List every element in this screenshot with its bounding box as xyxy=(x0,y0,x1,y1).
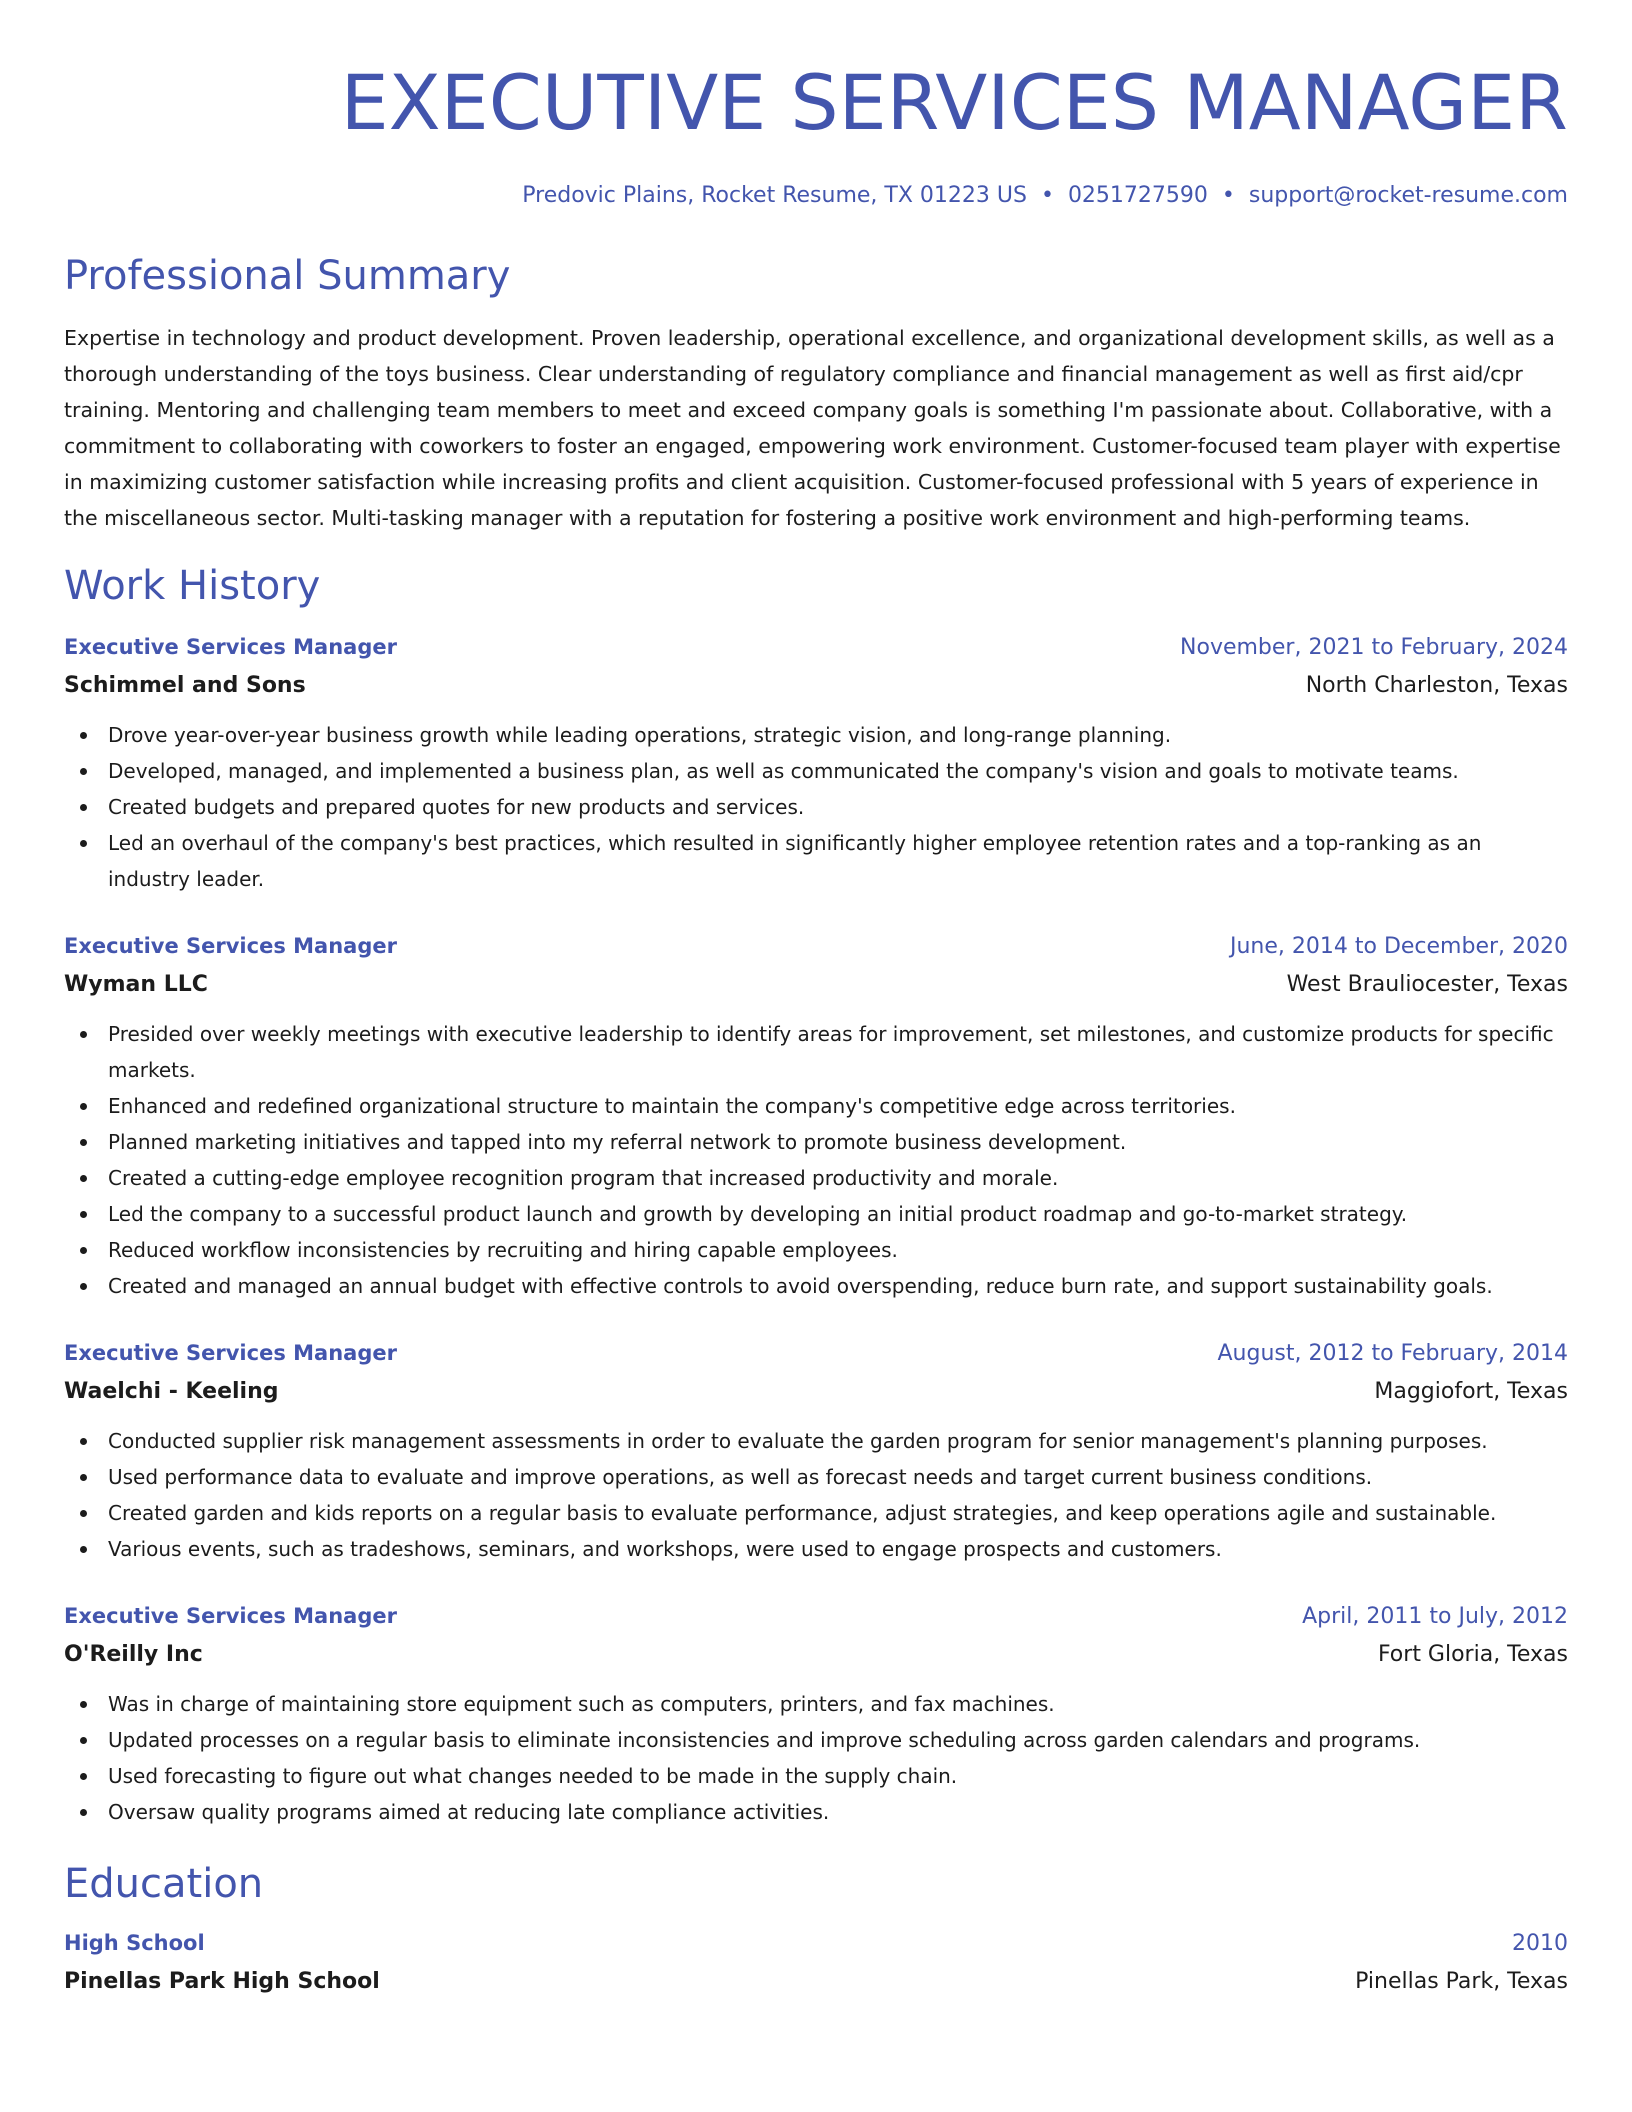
job-bullet-list xyxy=(64,1016,1568,1304)
job-dates: April, 2011 to July, 2012 xyxy=(1302,1604,1568,1629)
job-bullet: Led an overhaul of the company's best practices, which resulted in significantly higher employee retention rates and a top-ranking as an industry leader. xyxy=(64,825,1568,897)
education-heading: Education xyxy=(64,1861,264,1907)
summary-heading: Professional Summary xyxy=(64,253,511,299)
job-dates: November, 2021 to February, 2024 xyxy=(1180,635,1568,660)
job-bullet: Oversaw quality programs aimed at reducing late compliance activities. xyxy=(64,1794,1568,1830)
contact-phone: 0251727590 xyxy=(1067,183,1208,208)
job-company: Schimmel and Sons xyxy=(64,673,306,698)
contact-email: support@rocket-resume.com xyxy=(1248,183,1568,208)
job-location: North Charleston, Texas xyxy=(1305,673,1568,698)
job-bullet: Drove year-over-year business growth while leading operations, strategic vision, and long-range planning. xyxy=(64,717,1568,753)
job-title: Executive Services Manager xyxy=(64,635,397,659)
job-bullet: Created and managed an annual budget with effective controls to avoid overspending, reduce burn rate, and support sustainability goals. xyxy=(64,1268,1568,1304)
job-company: Wyman LLC xyxy=(64,972,208,997)
job-bullet: Developed, managed, and implemented a business plan, as well as communicated the company's vision and goals to motivate teams. xyxy=(64,753,1568,789)
job-bullet: Reduced workflow inconsistencies by recruiting and hiring capable employees. xyxy=(64,1232,1568,1268)
job-bullet: Created a cutting-edge employee recognition program that increased productivity and morale. xyxy=(64,1160,1568,1196)
job-bullet: Various events, such as tradeshows, seminars, and workshops, were used to engage prospects and customers. xyxy=(64,1531,1568,1567)
job-entry xyxy=(64,628,1568,897)
job-bullet: Created garden and kids reports on a regular basis to evaluate performance, adjust strategies, and keep operations agile and sustainable. xyxy=(64,1495,1568,1531)
job-bullet: Used performance data to evaluate and improve operations, as well as forecast needs and target current business conditions. xyxy=(64,1459,1568,1495)
job-entry xyxy=(64,927,1568,1304)
job-bullet: Updated processes on a regular basis to eliminate inconsistencies and improve scheduling across garden calendars and programs. xyxy=(64,1722,1568,1758)
contact-separator: • xyxy=(1040,183,1054,208)
job-title: Executive Services Manager xyxy=(64,934,397,958)
job-company: Waelchi - Keeling xyxy=(64,1379,279,1404)
job-bullet: Created budgets and prepared quotes for new products and services. xyxy=(64,789,1568,825)
job-title: Executive Services Manager xyxy=(64,1341,397,1365)
education-degree: High School xyxy=(64,1931,205,1955)
education-entry xyxy=(64,1924,1568,2001)
work-history-heading: Work History xyxy=(64,563,321,609)
education-location: Pinellas Park, Texas xyxy=(1355,1969,1568,1994)
job-title: Executive Services Manager xyxy=(64,1604,397,1628)
job-dates: June, 2014 to December, 2020 xyxy=(1229,934,1568,959)
job-bullet: Planned marketing initiatives and tapped into my referral network to promote business development. xyxy=(64,1124,1568,1160)
job-entry xyxy=(64,1597,1568,1830)
job-bullet-list xyxy=(64,717,1568,897)
education-school: Pinellas Park High School xyxy=(64,1969,380,1994)
education-year: 2010 xyxy=(1512,1931,1568,1956)
job-bullet: Led the company to a successful product launch and growth by developing an initial product roadmap and go-to-market strategy. xyxy=(64,1196,1568,1232)
job-bullet: Used forecasting to figure out what changes needed to be made in the supply chain. xyxy=(64,1758,1568,1794)
job-company: O'Reilly Inc xyxy=(64,1642,203,1667)
job-bullet: Was in charge of maintaining store equipment such as computers, printers, and fax machines. xyxy=(64,1686,1568,1722)
contact-line xyxy=(64,180,1568,212)
job-location: Fort Gloria, Texas xyxy=(1377,1642,1568,1667)
resume-name-title: EXECUTIVE SERVICES MANAGER xyxy=(340,58,1568,147)
job-location: Maggiofort, Texas xyxy=(1374,1379,1568,1404)
job-location: West Brauliocester, Texas xyxy=(1286,972,1568,997)
job-bullet: Presided over weekly meetings with executive leadership to identify areas for improvement, set milestones, and customize products for specific markets. xyxy=(64,1016,1568,1088)
job-bullet-list xyxy=(64,1423,1568,1567)
job-bullet: Conducted supplier risk management assessments in order to evaluate the garden program for senior management's planning purposes. xyxy=(64,1423,1568,1459)
job-bullet-list xyxy=(64,1686,1568,1830)
job-dates: August, 2012 to February, 2014 xyxy=(1217,1341,1568,1366)
contact-address: Predovic Plains, Rocket Resume, TX 01223 US xyxy=(522,183,1027,208)
contact-separator: • xyxy=(1221,183,1235,208)
summary-text: Expertise in technology and product development. Proven leadership, operational excellence, and organizational development skills, as well as a thorough understanding of the toys business. Clear understanding of regulatory compliance and financial management as well as first aid/cpr training. Mentoring and challenging team members to meet and exceed company goals is something I'm passionate about. Collaborative, with a commitment to collaborating with coworkers to foster an engaged, empowering work environment. Customer-focused team player with expertise in maximizing customer satisfaction while increasing profits and client acquisition. Customer-focused professional with 5 years of experience in the miscellaneous sector. Multi-tasking manager with a reputation for fostering a positive work environment and high-performing teams. xyxy=(64,326,1561,530)
job-entry xyxy=(64,1334,1568,1567)
job-bullet: Enhanced and redefined organizational structure to maintain the company's competitive edge across territories. xyxy=(64,1088,1568,1124)
